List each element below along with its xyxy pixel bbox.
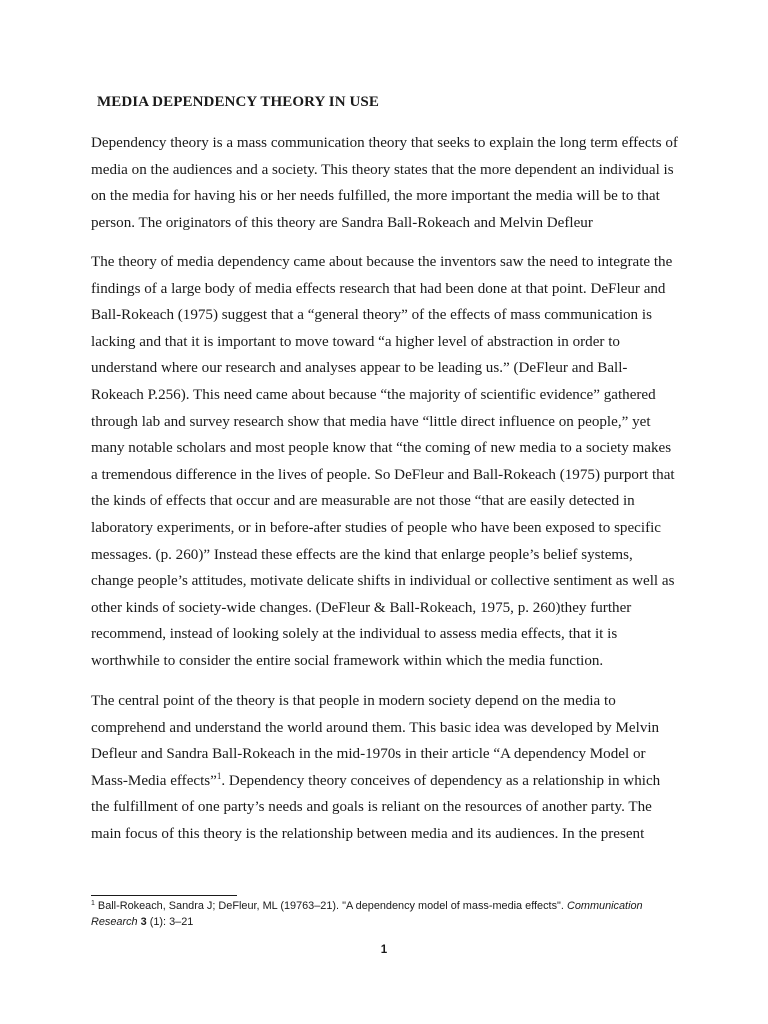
paragraph-line: lacking and that it is important to move toward “a higher level of abstraction in order to [91,333,620,350]
reference-line-text: Mass-Media effects” [91,772,217,789]
paragraph-line: many notable scholars and most people know that “the coming of new media to a society makes [91,440,672,457]
footnote-marker: 1 [91,900,95,907]
paragraph-line-with-reference [91,768,691,795]
footnote-journal-continued: Research [91,916,138,928]
footnote-line [91,914,643,930]
paragraph-line: the kinds of effects that occur and are measurable are not those “that are easily detected in [91,493,635,510]
document-heading: MEDIA DEPENDENCY THEORY IN USE [97,94,379,110]
paragraph-line: recommend, instead of looking solely at the individual to assess media effects, that it is [91,626,618,643]
paragraph-line: messages. (p. 260)” Instead these effects are the kind that enlarge people’s belief systems, [91,546,633,563]
paragraph-line: The theory of media dependency came about because the inventors saw the need to integrate the [91,254,673,270]
paragraph-line: other kinds of society-wide changes. (DeFleur & Ball-Rokeach, 1975, p. 260)they further [91,599,632,616]
paragraph-central-point [91,688,691,848]
footnote-citation: Ball-Rokeach, Sandra J; DeFleur, ML (19763–21). "A dependency model of mass-media effects". [94,900,567,912]
paragraph-line: a tremendous difference in the lives of people. So DeFleur and Ball-Rokeach (1975) purport that [91,466,675,483]
footnote-issue-pages: (1): 3–21 [146,916,194,928]
paragraph-line: The central point of the theory is that people in modern society depend on the media to [91,693,616,709]
footnote-journal: Communication [566,900,643,912]
footnote-reference-marker[interactable]: 1 [216,770,222,781]
paragraph-line: comprehend and understand the world around them. This basic idea was developed by Melvin [91,719,660,736]
paragraph-line: worthwhile to consider the entire social framework within which the media function. [91,652,604,669]
paragraph-line: Ball-Rokeach (1975) suggest that a “general theory” of the effects of mass communication is [91,307,652,324]
footnote [91,898,643,930]
footnote-line [91,898,643,914]
paragraph-line: findings of a large body of media effects research that had been done at that point. DeFleur and [91,280,666,297]
paragraph-line: Dependency theory is a mass communication theory that seeks to explain the long term effects of [91,135,678,151]
paragraph-intro [91,130,691,236]
paragraph-line: on the media for having his or her needs fulfilled, the more important the media will be to that [91,188,660,205]
paragraph-line: Defleur and Sandra Ball-Rokeach in the mid-1970s in their article “A dependency Model or [91,746,646,763]
footnote-separator [91,895,237,896]
paragraph-line: media on the audiences and a society. This theory states that the more dependent an individual is [91,161,674,178]
paragraph-origin [91,249,691,675]
paragraph-line: through lab and survey research show that media have “little direct influence on people,” yet [91,413,651,430]
page-number: 1 [380,944,388,956]
paragraph-line: change people’s attitudes, motivate delicate shifts in individual or collective sentiment as well as [91,573,675,590]
paragraph-line: Rokeach P.256). This need came about because “the majority of scientific evidence” gathered [91,386,656,403]
paragraph-line: main focus of this theory is the relationship between media and its audiences. In the present [91,825,645,842]
paragraph-line: the fulfillment of one party’s needs and goals is reliant on the resources of another party. The [91,799,652,816]
paragraph-line: person. The originators of this theory are Sandra Ball-Rokeach and Melvin Defleur [91,214,593,231]
paragraph-line: understand where our research and analyses appear to be leading us.” (DeFleur and Ball- [91,360,628,377]
paragraph-line: laboratory experiments, or in before-after studies of people who have been exposed to specific [91,519,661,536]
footnote-volume: 3 [140,916,147,928]
reference-line-continuation: . Dependency theory conceives of dependency as a relationship in which [221,772,661,789]
